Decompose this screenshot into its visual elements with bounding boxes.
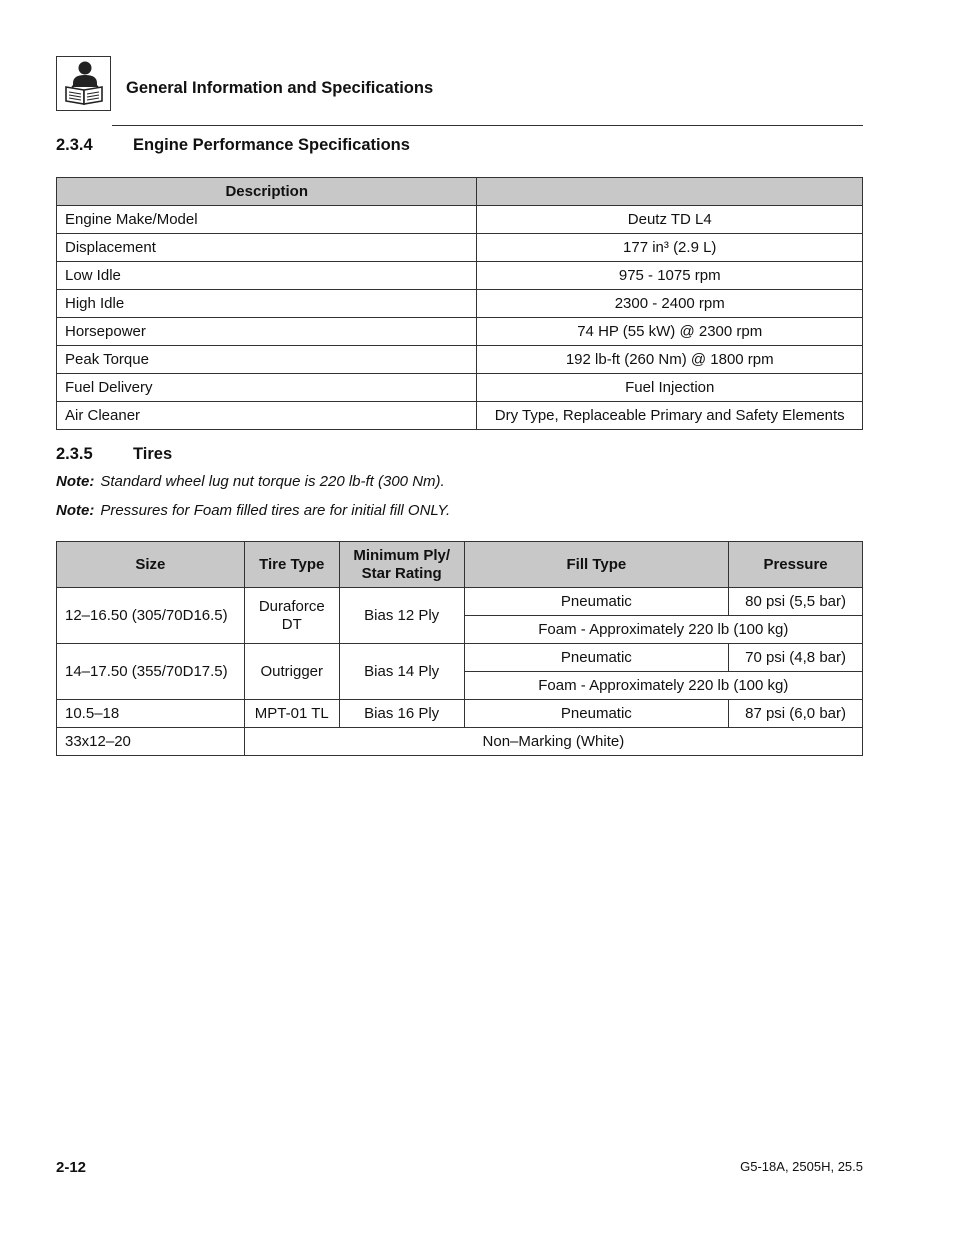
foam-fill: Foam - Approximately 220 lb (100 kg) [464, 616, 862, 644]
note-label: Note: [56, 473, 95, 490]
spec-value: 192 lb-ft (260 Nm) @ 1800 rpm [477, 346, 863, 374]
table-row [57, 234, 863, 262]
tire-size: 12–16.50 (305/70D16.5) [57, 588, 245, 644]
tire-size: 14–17.50 (355/70D17.5) [57, 644, 245, 700]
fill-type: Pneumatic [464, 644, 729, 672]
pressure: 87 psi (6,0 bar) [729, 700, 863, 728]
tire-size: 10.5–18 [57, 700, 245, 728]
spec-label: High Idle [57, 290, 477, 318]
spec-label: Displacement [57, 234, 477, 262]
table-row [57, 588, 863, 616]
note-foam-pressure [56, 502, 450, 519]
column-header-tire-type: Tire Type [244, 542, 339, 588]
table-row [57, 700, 863, 728]
table-row [57, 402, 863, 430]
table-row [57, 290, 863, 318]
tire-ply: Bias 14 Ply [339, 644, 464, 700]
table-row [57, 318, 863, 346]
note-text: Pressures for Foam filled tires are for initial fill ONLY. [100, 502, 451, 519]
spec-label: Air Cleaner [57, 402, 477, 430]
column-header-ply-rating: Minimum Ply/ Star Rating [339, 542, 464, 588]
section-title-tires: Tires [133, 445, 173, 463]
spec-label: Fuel Delivery [57, 374, 477, 402]
tire-note: Non–Marking (White) [244, 728, 862, 756]
table-row [57, 728, 863, 756]
section-number-tires: 2.3.5 [56, 445, 93, 463]
table-row [57, 346, 863, 374]
spec-value: 74 HP (55 kW) @ 2300 rpm [477, 318, 863, 346]
table-row [57, 206, 863, 234]
note-lug-torque [56, 473, 445, 490]
pressure: 80 psi (5,5 bar) [729, 588, 863, 616]
foam-fill: Foam - Approximately 220 lb (100 kg) [464, 672, 862, 700]
spec-label: Engine Make/Model [57, 206, 477, 234]
tire-type: Duraforce DT [244, 588, 339, 644]
spec-value: Deutz TD L4 [477, 206, 863, 234]
tires-table [56, 541, 863, 756]
section-number-engine: 2.3.4 [56, 136, 93, 154]
pressure: 70 psi (4,8 bar) [729, 644, 863, 672]
spec-value: 177 in³ (2.9 L) [477, 234, 863, 262]
spec-value: 2300 - 2400 rpm [477, 290, 863, 318]
fill-type: Pneumatic [464, 588, 729, 616]
table-row [57, 374, 863, 402]
page-header-title: General Information and Specifications [126, 79, 434, 97]
column-header-pressure: Pressure [729, 542, 863, 588]
tire-type: Outrigger [244, 644, 339, 700]
header-divider [112, 125, 863, 126]
note-text: Standard wheel lug nut torque is 220 lb-ft (300 Nm). [100, 473, 445, 490]
column-header-value [477, 178, 863, 206]
table-row [57, 644, 863, 672]
section-title-engine: Engine Performance Specifications [133, 136, 410, 154]
spec-label: Horsepower [57, 318, 477, 346]
page-number: 2-12 [56, 1159, 87, 1176]
spec-value: Fuel Injection [477, 374, 863, 402]
reading-manual-person-icon [56, 56, 111, 111]
engine-spec-table [56, 177, 863, 430]
table-header-row [57, 178, 863, 206]
document-id: G5-18A, 2505H, 25.5 [740, 1159, 863, 1174]
spec-value: Dry Type, Replaceable Primary and Safety Elements [477, 402, 863, 430]
table-header-row [57, 542, 863, 588]
tire-ply: Bias 16 Ply [339, 700, 464, 728]
tire-type: MPT-01 TL [244, 700, 339, 728]
column-header-description: Description [57, 178, 477, 206]
tire-ply: Bias 12 Ply [339, 588, 464, 644]
tire-size: 33x12–20 [57, 728, 245, 756]
note-label: Note: [56, 502, 95, 519]
spec-label: Peak Torque [57, 346, 477, 374]
table-row [57, 262, 863, 290]
column-header-size: Size [57, 542, 245, 588]
spec-label: Low Idle [57, 262, 477, 290]
column-header-fill-type: Fill Type [464, 542, 729, 588]
spec-value: 975 - 1075 rpm [477, 262, 863, 290]
fill-type: Pneumatic [464, 700, 729, 728]
